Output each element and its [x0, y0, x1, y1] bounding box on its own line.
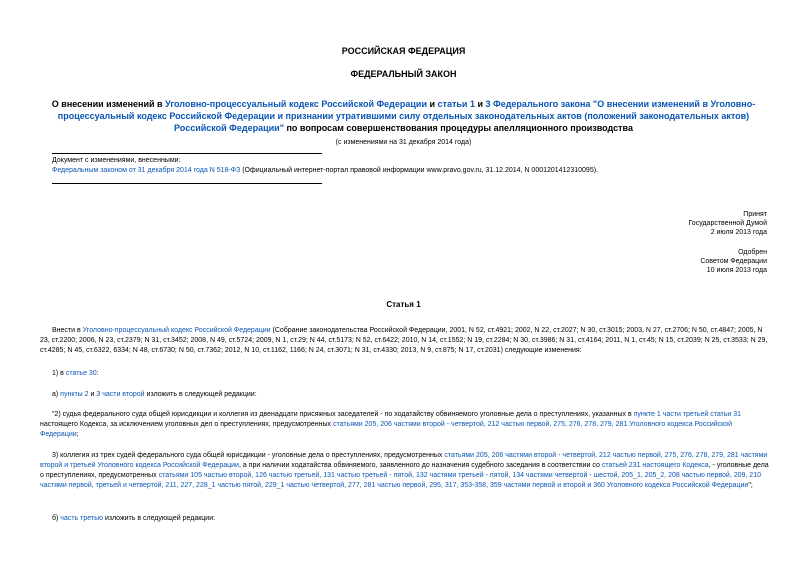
paragraph-text: изложить в следующей редакции: [144, 391, 257, 398]
paragraph-text: : [96, 370, 99, 377]
country-heading: РОССИЙСКАЯ ФЕДЕРАЦИЯ [341, 46, 466, 56]
law-title [40, 98, 767, 134]
link-points-2[interactable]: пункты 2 [60, 391, 89, 398]
divider-top [52, 153, 322, 154]
amendments-label: Документ с изменениями, внесенными: [52, 157, 181, 164]
link-part-three[interactable]: часть третью [60, 515, 103, 522]
link-criminal-code-articles-2[interactable]: статьями 205, 206 частями второй - четвертой, 212 частью первой, 275, 276, 278, 279, 281 частями второй и третьей Уголовного кодекса Российской Федерации [40, 452, 768, 469]
link-criminal-code-articles[interactable]: статьями 205, 206 частями второй - четвертой, 212 частью первой, 275, 276, 278, 279, 281 Уголовного кодекса Российской Федерации [40, 421, 733, 438]
adoption-line: 2 июля 2013 года [710, 229, 767, 236]
title-text: по вопросам совершенствования процедуры апелляционного производства [283, 123, 633, 133]
paragraph-text: а) [52, 391, 61, 398]
link-upk[interactable]: Уголовно-процессуальный кодекс Российской Федерации [82, 327, 271, 334]
adoption-line: Одобрен [738, 249, 767, 256]
paragraph-intro [40, 326, 770, 356]
title-link-article-3[interactable]: 3 [485, 99, 491, 109]
paragraph-text: (Собрание законодательства Российской Федерации, 2001, N 52, ст.4921; 2002, N 22, ст.2027; N 30, ст.3015; 2003, N 27, ст.2706; N 50, ст.4847; 2005, N 23, ст.2200; 2006, N 23, ст.2379; N 31, ст.3452; 2008, N 49, ст.5724; 2009, N 1, ст.29; N 44, ст.5173; N 52, ст.6422; 2010, N 14, ст.1552; N 19, ст.2284; N 30, ст.3986; N 31, ст.4164; 2011, N 1, ст.45; N 15, ст.2039; N 25, ст.3533; N 29, ст.4285; N 45, ст.6322, 6334; N 48, ст.6730; N 50, ст.7362; 2012, N 10, ст.1162, 1166; N 24, ст.3071; N 31, ст.4330; 2013, N 9, ст.875; N 17, ст.2031) следующие изменения: [40, 327, 768, 354]
paragraph-text: 3) коллегия из трех судей федерального суда общей юрисдикции - уголовные дела о преступлениях, предусмотренных [52, 452, 445, 459]
adoption-council [700, 248, 767, 275]
paragraph-text: изложить в следующей редакции: [103, 515, 216, 522]
adoption-duma [688, 210, 767, 237]
paragraph-text: Внести в [52, 327, 83, 334]
paragraph-item-b [40, 514, 770, 524]
paragraph-text: настоящего Кодекса, за исключением уголовных дел о преступлениях, предусмотренных [40, 421, 333, 428]
amendment-source: (Официальный интернет-портал правовой информации www.pravo.gov.ru, 31.12.2014, N 0001201412310095). [240, 167, 598, 174]
paragraph-text: , - уголовные дела о преступлениях, предусмотренных [40, 462, 769, 479]
paragraph-text: б) [52, 515, 61, 522]
adoption-line: 10 июля 2013 года [706, 267, 767, 274]
amendments-line [52, 167, 772, 174]
title-link-article-1[interactable]: статьи 1 [437, 99, 475, 109]
paragraph-text: 1) в [52, 370, 66, 377]
adoption-line: Принят [743, 211, 767, 218]
title-link-upk[interactable]: Уголовно-процессуальный кодекс Российской Федерации [165, 99, 427, 109]
title-text: и [427, 99, 438, 109]
title-text: и [474, 99, 486, 109]
adoption-line: Советом Федерации [700, 258, 767, 265]
title-text: О внесении изменений в [51, 99, 166, 109]
link-article-30[interactable]: статье 30 [65, 370, 97, 377]
paragraph-point-3 [40, 451, 770, 491]
amendment-law-link[interactable]: Федеральным законом от 31 декабря 2014 года N 518-ФЗ [52, 167, 241, 174]
link-criminal-code-articles-3[interactable]: статьями 105 частью второй, 126 частью третьей, 131 частью третьей - пятой, 132 частями третьей - пятой, 134 частями четвертой - шестой, 205_1, 205_2, 208 частью первой, 209, 210 частями первой, третьей и четвертой, 211, 227, 228_1 частью пятой, 229_1 частью четвертой, 277, 281 частью первой, 295, 317, 353-358, 359 частями первой и второй и 360 Уголовного кодекса Российской Федерации [40, 472, 761, 489]
link-article-31[interactable]: пункте 1 части третьей статьи 31 [633, 411, 742, 418]
paragraph-text: "; [748, 482, 753, 489]
paragraph-text: , а при наличии ходатайства обвиняемого, заявленного до назначения судебного заседания в соответствии со [238, 462, 602, 469]
paragraph-text: и [88, 391, 97, 398]
title-link-federal-law[interactable]: Федерального закона "О внесении изменений в Уголовно-процессуальный кодекс Российской Федерации и признании утратившими силу отдельных законодательных актов (положений законодательных актов) Российской Федерации" [57, 99, 756, 133]
adoption-line: Государственной Думой [688, 220, 767, 227]
paragraph-text: "2) судья федерального суда общей юрисдикции и коллегия из двенадцати присяжных заседателей - по ходатайству обвиняемого уголовные дела о преступлениях, указанных в [52, 411, 634, 418]
divider-bottom [52, 183, 322, 184]
link-part-2-point-3[interactable]: 3 части второй [96, 391, 145, 398]
paragraph-item-a [40, 390, 770, 400]
link-article-231[interactable]: статьей 231 настоящего Кодекса [601, 462, 709, 469]
paragraph-point-2 [40, 410, 770, 440]
article-heading: Статья 1 [386, 300, 421, 309]
paragraph-text: ; [76, 431, 79, 438]
paragraph-item-1 [40, 369, 770, 379]
law-type-heading: ФЕДЕРАЛЬНЫЙ ЗАКОН [350, 69, 457, 79]
edition-note: (с изменениями на 31 декабря 2014 года) [335, 139, 472, 146]
